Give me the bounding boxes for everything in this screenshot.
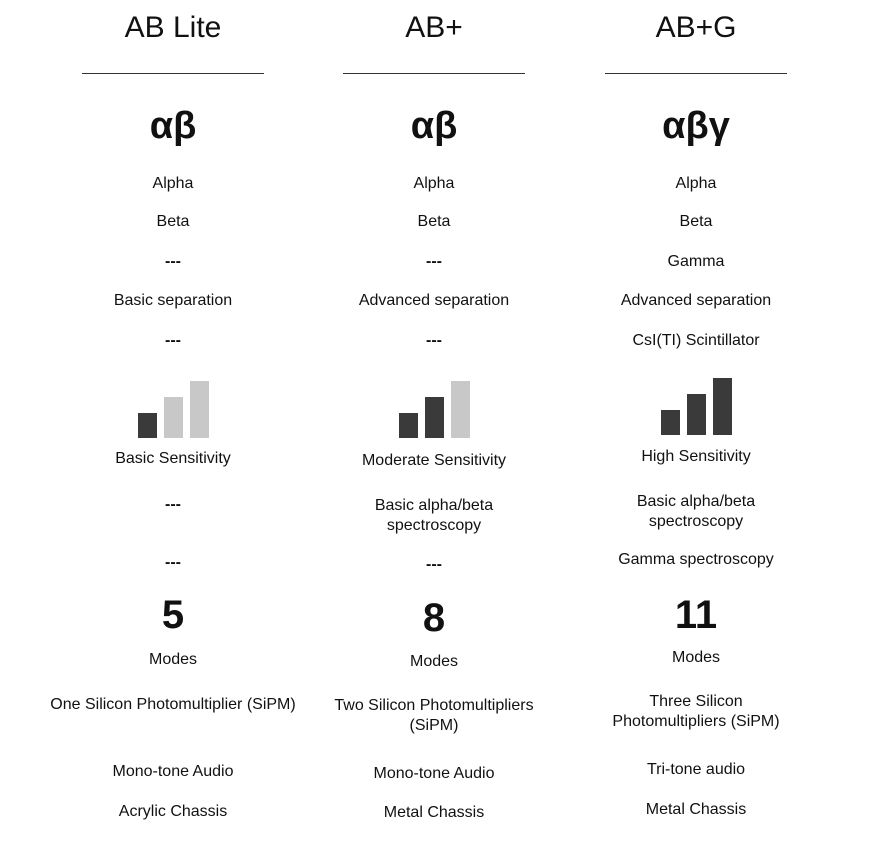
radiation-symbol: αβγ (662, 105, 730, 147)
beta-feature: Beta (679, 213, 713, 230)
sensitivity-bar-2 (687, 394, 706, 435)
beta-feature: Beta (417, 213, 451, 230)
separation-feature: Advanced separation (620, 292, 772, 309)
alpha-feature: Alpha (152, 175, 194, 192)
alpha-feature: Alpha (675, 175, 717, 192)
sensitivity-feature: High Sensitivity (641, 448, 751, 465)
chassis-feature: Metal Chassis (383, 804, 485, 821)
gamma-feature: --- (426, 253, 442, 270)
product-title: AB Lite (124, 11, 222, 44)
alpha-feature: Alpha (413, 175, 455, 192)
chassis-feature: Acrylic Chassis (118, 803, 228, 820)
scintillator-feature: --- (426, 332, 442, 349)
radiation-symbol: αβ (410, 105, 458, 147)
sensitivity-bar-2 (425, 397, 444, 438)
product-column-ab-lite (42, 0, 304, 856)
gamma-spectroscopy-feature: --- (426, 556, 442, 573)
audio-feature: Tri-tone audio (646, 761, 746, 778)
product-column-ab-plus (303, 0, 565, 856)
modes-label: Modes (671, 649, 721, 666)
separation-feature: Advanced separation (358, 292, 510, 309)
chassis-feature: Metal Chassis (645, 801, 747, 818)
separation-feature: Basic separation (113, 292, 233, 309)
modes-count: 8 (422, 596, 446, 640)
modes-count: 11 (674, 593, 718, 637)
modes-label: Modes (148, 651, 198, 668)
audio-feature: Mono-tone Audio (112, 763, 234, 780)
title-divider (343, 73, 525, 74)
gamma-spectroscopy-feature: --- (165, 554, 181, 571)
product-title: AB+ (405, 11, 463, 44)
product-title: AB+G (655, 11, 737, 44)
photomultiplier-feature: Three Silicon Photomultipliers (SiPM) (612, 693, 780, 730)
scintillator-feature: --- (165, 332, 181, 349)
modes-count: 5 (161, 593, 185, 637)
sensitivity-feature: Moderate Sensitivity (361, 452, 507, 469)
sensitivity-bars-icon (303, 378, 565, 440)
sensitivity-bar-1 (399, 413, 418, 438)
beta-feature: Beta (156, 213, 190, 230)
ab-spectroscopy-feature: --- (165, 496, 181, 513)
audio-feature: Mono-tone Audio (373, 765, 495, 782)
title-divider (82, 73, 264, 74)
ab-spectroscopy-feature: Basic alpha/beta spectroscopy (636, 493, 756, 530)
sensitivity-bar-1 (661, 410, 680, 435)
photomultiplier-feature: One Silicon Photomultiplier (SiPM) (50, 696, 296, 713)
sensitivity-bars-icon (565, 375, 827, 437)
gamma-feature: --- (165, 253, 181, 270)
sensitivity-bar-3 (451, 381, 470, 438)
title-divider (605, 73, 787, 74)
ab-spectroscopy-feature: Basic alpha/beta spectroscopy (374, 497, 494, 534)
radiation-symbol: αβ (149, 105, 197, 147)
sensitivity-bar-3 (190, 381, 209, 438)
gamma-feature: Gamma (667, 253, 725, 270)
sensitivity-bar-2 (164, 397, 183, 438)
sensitivity-feature: Basic Sensitivity (115, 450, 231, 467)
modes-label: Modes (409, 653, 459, 670)
sensitivity-bars-icon (42, 378, 304, 440)
gamma-spectroscopy-feature: Gamma spectroscopy (618, 551, 774, 568)
scintillator-feature: CsI(TI) Scintillator (632, 332, 760, 349)
product-column-ab-plus-g (565, 0, 827, 856)
sensitivity-bar-3 (713, 378, 732, 435)
sensitivity-bar-1 (138, 413, 157, 438)
photomultiplier-feature: Two Silicon Photomultipliers (SiPM) (334, 697, 534, 734)
